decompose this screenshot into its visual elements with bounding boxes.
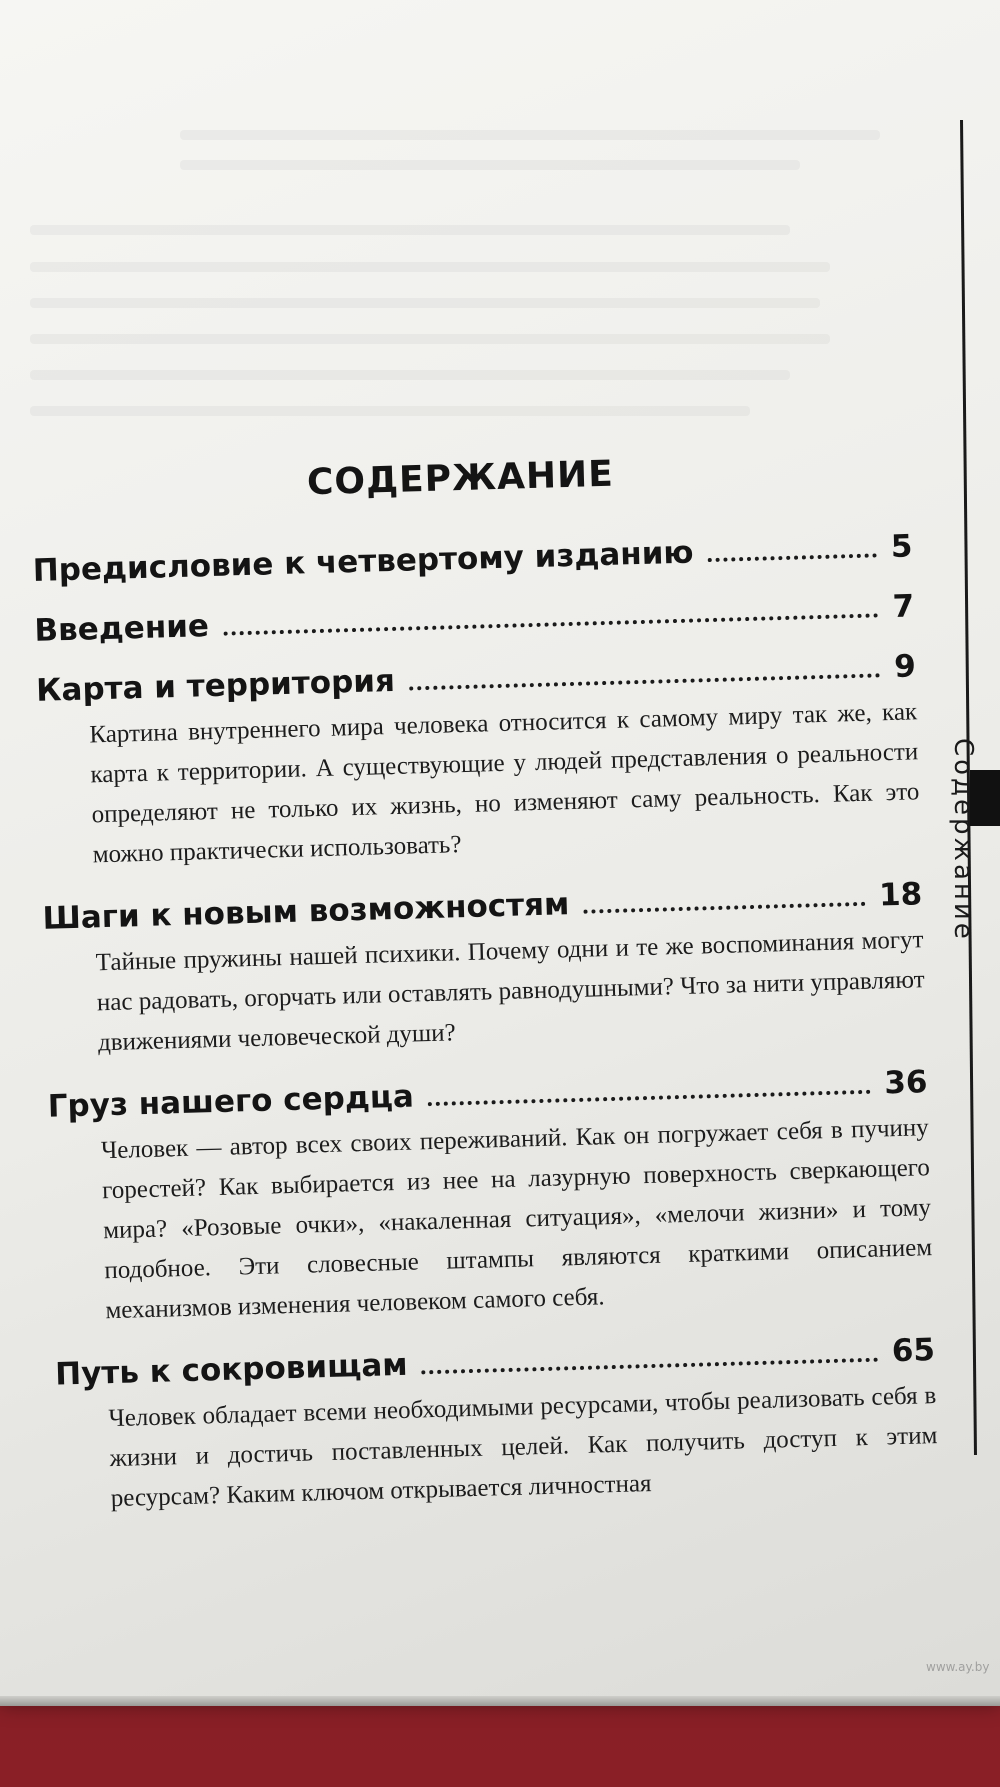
show-through-line bbox=[30, 370, 790, 380]
toc-entry-title: Груз нашего сердца bbox=[47, 1078, 415, 1125]
dot-leader bbox=[409, 673, 881, 690]
table-of-contents bbox=[30, 445, 940, 1544]
toc-entry-title: Предисловие к четвертому изданию bbox=[32, 534, 695, 589]
toc-entry-title: Карта и территория bbox=[35, 662, 396, 709]
toc-entry-title: Шаги к новым возможностям bbox=[42, 886, 570, 937]
toc-entry-page-number: 65 bbox=[891, 1332, 936, 1370]
toc-entry bbox=[42, 876, 926, 1065]
dot-leader bbox=[422, 1358, 878, 1375]
toc-entry-page-number: 7 bbox=[892, 588, 915, 625]
toc-heading: СОДЕРЖАНИЕ bbox=[306, 453, 615, 504]
toc-entry-title: Путь к сокровищам bbox=[54, 1346, 409, 1393]
toc-entry bbox=[47, 1064, 933, 1332]
show-through-line bbox=[30, 262, 830, 272]
running-section-label: Содержание bbox=[948, 738, 978, 942]
toc-entry bbox=[36, 648, 921, 876]
show-through-line bbox=[180, 160, 800, 170]
show-through-line bbox=[30, 334, 830, 344]
toc-entry-heading-row bbox=[34, 588, 915, 649]
show-through-line bbox=[30, 225, 790, 235]
toc-entry bbox=[55, 1332, 939, 1521]
dot-leader bbox=[223, 613, 879, 635]
toc-entry-page-number: 18 bbox=[878, 876, 923, 914]
toc-entry-page-number: 5 bbox=[890, 528, 913, 565]
toc-entry-page-number: 36 bbox=[883, 1064, 928, 1102]
dot-leader bbox=[583, 902, 865, 914]
show-through-line bbox=[30, 406, 750, 416]
toc-entry-heading-row bbox=[32, 528, 913, 589]
site-watermark: www.ay.by bbox=[926, 1660, 990, 1674]
toc-entry bbox=[34, 588, 915, 649]
dot-leader bbox=[428, 1090, 871, 1106]
toc-entry-description: Человек обладает всеми необходимыми ресурсами, чтобы реализовать себя в жизни и достичь поставленных целей. Как получить доступ к этим ресурсам? Каким ключом открывается личностная bbox=[108, 1382, 938, 1513]
show-through-line bbox=[30, 298, 820, 308]
toc-entry-title: Введение bbox=[33, 608, 210, 649]
toc-entry-description: Картина внутреннего мира человека относится к самому миру так же, как карта к территории. А существующие у людей представления о реальности определяют не только их жизнь, но изменяют саму реальность. Как это можно практически использовать? bbox=[89, 698, 920, 869]
toc-entry-description: Тайные пружины нашей психики. Почему одни и те же воспоминания могут нас радовать, огорчать или оставлять равнодушными? Что за нити управляют движениями человеческой души? bbox=[95, 926, 925, 1057]
toc-entry bbox=[32, 528, 913, 589]
page-edge bbox=[0, 1696, 1000, 1706]
toc-entry-page-number: 9 bbox=[893, 648, 917, 685]
dot-leader bbox=[708, 553, 877, 562]
toc-entry-description: Человек — автор всех своих переживаний. Как он погружает себя в пучину горестей? Как выбирается из нее на лазурную поверхность сверкающего мира? «Розовые очки», «накаленная ситуация», «мелочи жизни» и тому подобное. Эти словесные штампы являются краткими описанием механизмов изменения человеком самого себя. bbox=[100, 1114, 933, 1325]
show-through-line bbox=[180, 130, 880, 140]
